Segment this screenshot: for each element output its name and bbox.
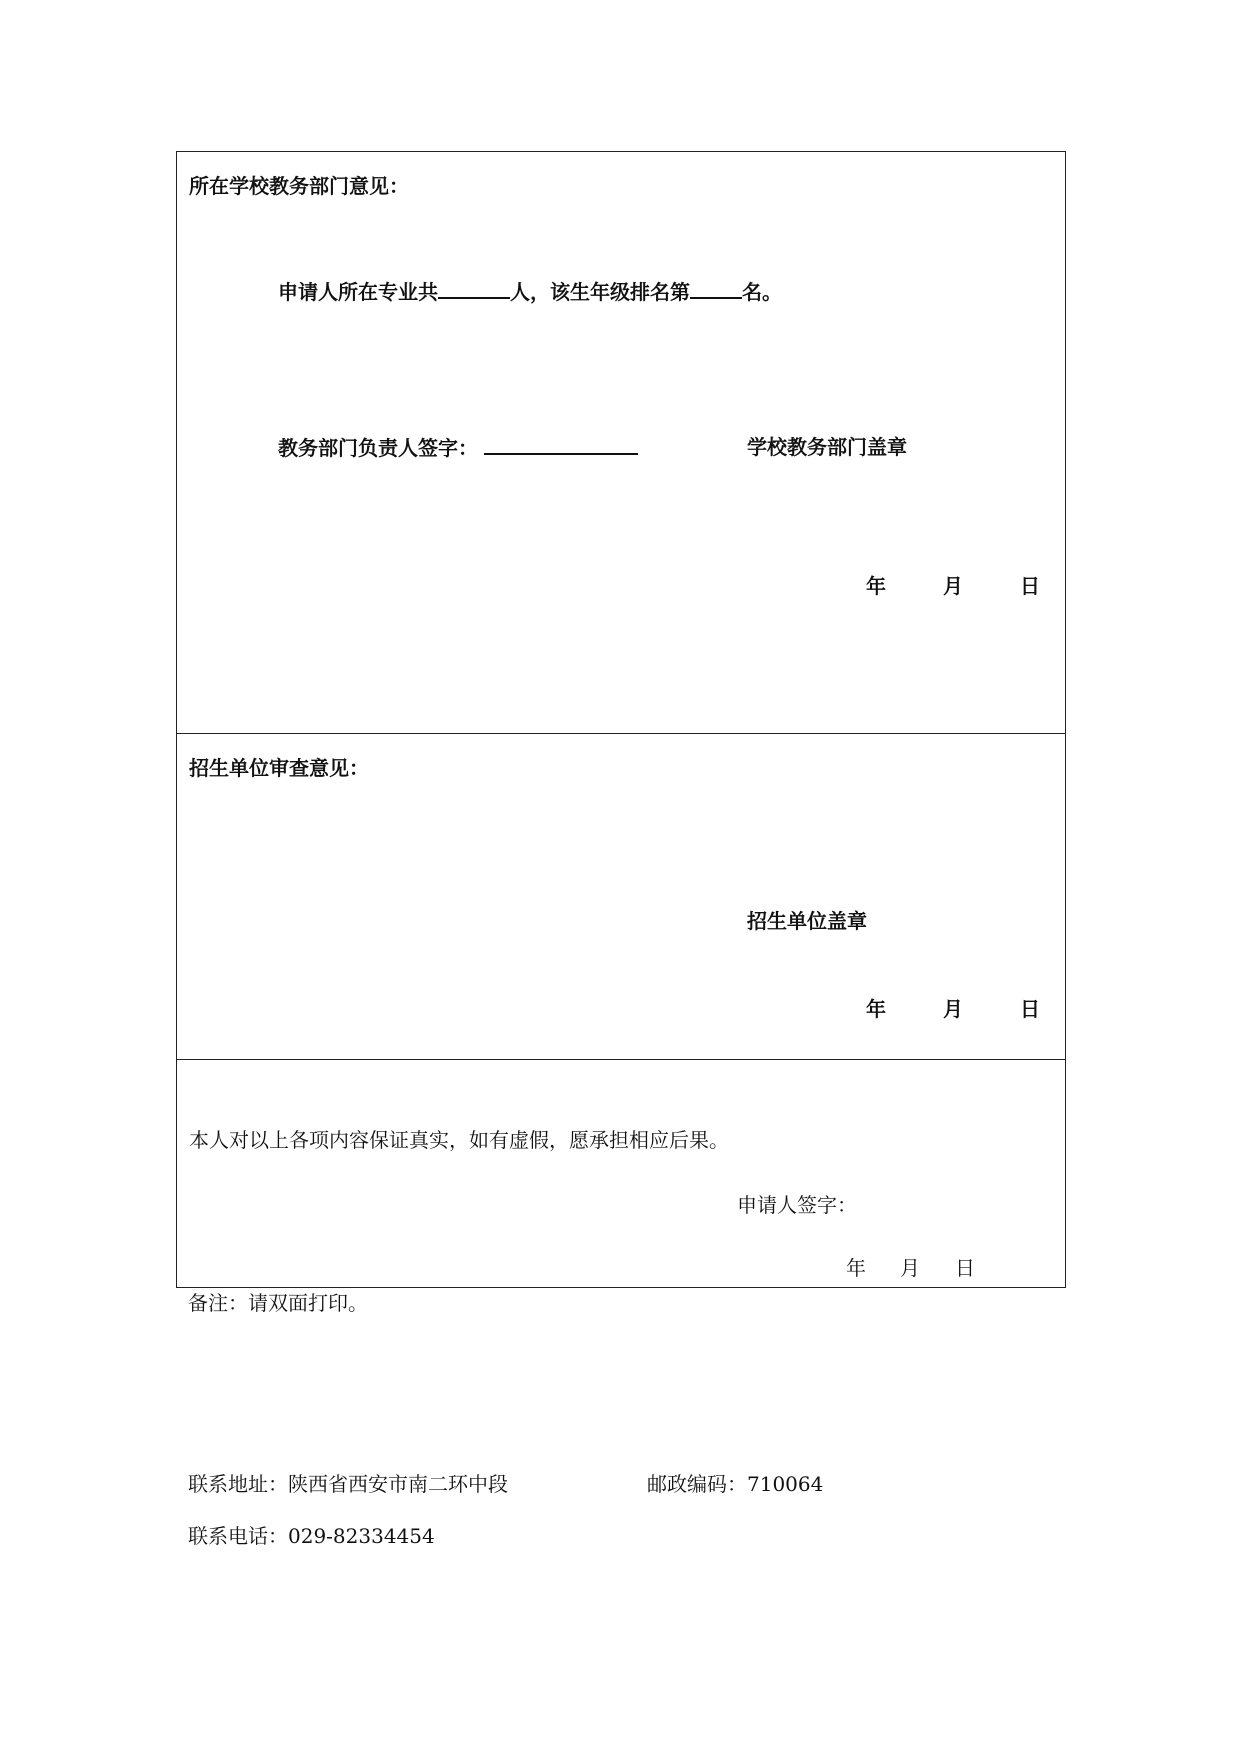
school-stamp-label: 学校教务部门盖章	[747, 435, 907, 459]
section2-date-day: 日	[1020, 997, 1040, 1021]
academic-officer-signature-label: 教务部门负责人签字：	[278, 436, 478, 460]
section2-date-month: 月	[943, 997, 963, 1021]
section3-date-month: 月	[900, 1256, 920, 1280]
print-note: 备注：请双面打印。	[188, 1291, 368, 1315]
ranking-text-part2: 人，该生年级排名第	[510, 280, 690, 304]
admission-unit-opinion-heading: 招生单位审查意见：	[189, 756, 369, 780]
application-form-table	[176, 151, 1066, 1288]
academic-officer-signature-line[interactable]	[484, 435, 638, 455]
section3-date-day: 日	[955, 1256, 975, 1280]
section-divider-2	[177, 1059, 1065, 1060]
contact-phone: 联系电话：029-82334454	[188, 1524, 435, 1548]
ranking-statement	[278, 279, 782, 304]
admission-unit-stamp-label: 招生单位盖章	[747, 909, 867, 933]
declaration-text: 本人对以上各项内容保证真实，如有虚假，愿承担相应后果。	[189, 1128, 729, 1152]
school-opinion-heading: 所在学校教务部门意见：	[189, 174, 409, 198]
section2-date-year: 年	[866, 997, 886, 1021]
ranking-text-part3: 名。	[742, 280, 782, 304]
contact-address: 联系地址：陕西省西安市南二环中段	[188, 1472, 508, 1496]
section1-date-year: 年	[866, 574, 886, 598]
section-divider-1	[177, 733, 1065, 734]
postal-code: 邮政编码：710064	[647, 1472, 824, 1496]
rank-blank[interactable]	[690, 279, 742, 299]
applicant-signature-label: 申请人签字：	[737, 1193, 857, 1217]
section1-date-month: 月	[943, 574, 963, 598]
major-count-blank[interactable]	[438, 279, 510, 299]
academic-officer-signature-row	[278, 435, 638, 460]
section3-date-year: 年	[846, 1256, 866, 1280]
section1-date-day: 日	[1020, 574, 1040, 598]
ranking-text-part1: 申请人所在专业共	[278, 280, 438, 304]
